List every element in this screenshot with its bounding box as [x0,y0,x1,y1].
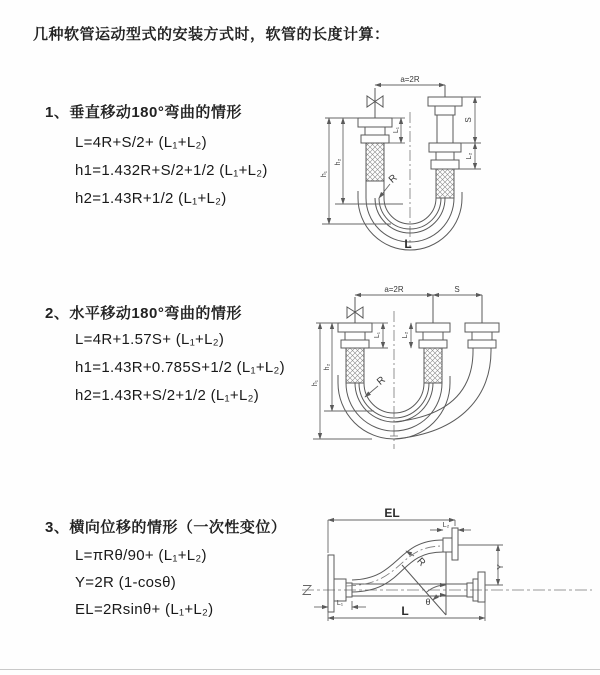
right-flange [465,323,499,332]
dim-label-length: L [401,604,409,618]
dim-label-l2: L₂ [466,152,473,160]
dim-label-r: R [386,172,400,186]
left-flange [358,118,392,127]
section-3-heading: 3、横向位移的情形（一次性变位） [45,519,287,536]
left-flange-plate [328,555,334,612]
middle-flange-2 [419,340,447,348]
diagram-horizontal-u-bend [310,283,600,458]
right-flange [428,97,462,106]
section-1-formula-h1: h1=1.432R+S/2+1/2 (L₁+L₂) [75,162,268,179]
dim-label-h1: h₁ [312,379,319,387]
section-1-formula-h2: h2=1.43R+1/2 (L₁+L₂) [75,190,227,207]
diagram-lateral-displacement [300,505,595,670]
dim-label-h1: h₁ [321,170,328,178]
left-flange-neck [345,332,365,340]
dim-label-l2: L₂ [442,522,450,529]
dim-label-l1: L₁ [336,600,344,607]
dim-label-span: a=2R [384,285,404,294]
dim-label-l2: L₂ [402,331,409,339]
middle-flange [416,323,450,332]
right-flange-2 [429,143,461,152]
dim-label-h2: h₂ [335,158,342,166]
right-flange-2 [468,340,496,348]
right-flange-3 [431,160,459,169]
dim-label-length: L [404,237,412,251]
left-braided-hose-section [346,348,364,383]
diagram-vertical-u-bend [315,72,590,262]
middle-flange-neck [423,332,443,340]
section-3-formula-y: Y=2R (1-cosθ) [75,574,177,591]
dim-label-theta: θ [425,597,431,607]
section-2-formula-h2: h2=1.43R+S/2+1/2 (L₁+L₂) [75,387,260,404]
dim-label-l1: L₁ [393,126,400,134]
dim-label-el: EL [384,506,400,520]
section-1-heading: 1、垂直移动180°弯曲的情形 [45,104,242,121]
dim-label-r: R [375,374,388,388]
dim-label-y: Y [496,564,505,570]
section-2-formula-l: L=4R+1.57S+ (L₁+L₂) [75,331,225,348]
right-braided-hose-section [436,169,454,198]
left-flange-neck [365,127,385,135]
left-flange-2 [341,340,369,348]
section-3-formula-l: L=πRθ/90+ (L₁+L₂) [75,547,207,564]
upper-flange-plate [452,528,458,560]
right-flange-neck [435,106,455,115]
page-title: 几种软管运动型式的安装方式时，软管的长度计算： [33,26,390,43]
section-2-heading: 2、水平移动180°弯曲的情形 [45,305,242,322]
left-braided-hose-section [366,143,384,181]
right-flange-neck-2 [436,152,454,160]
dim-label-span: a=2R [400,75,420,84]
right-flange-plate [478,572,485,602]
dim-label-r: R [414,555,428,569]
section-2-formula-h1: h1=1.43R+0.785S+1/2 (L₁+L₂) [75,359,285,376]
dim-label-s: S [454,285,460,294]
left-flange [338,323,372,332]
section-3-formula-el: EL=2Rsinθ+ (L₁+L₂) [75,601,214,618]
right-flange-neck [472,332,492,340]
upper-flange-hub [443,538,452,552]
page-bottom-edge [0,669,600,670]
dim-label-l1: L₁ [374,331,381,339]
dim-label-s: S [464,117,473,123]
middle-braided-hose-section [424,348,442,383]
dim-label-h2: h₂ [324,363,331,371]
left-flange-2 [361,135,389,143]
section-1-formula-l: L=4R+S/2+ (L₁+L₂) [75,134,207,151]
